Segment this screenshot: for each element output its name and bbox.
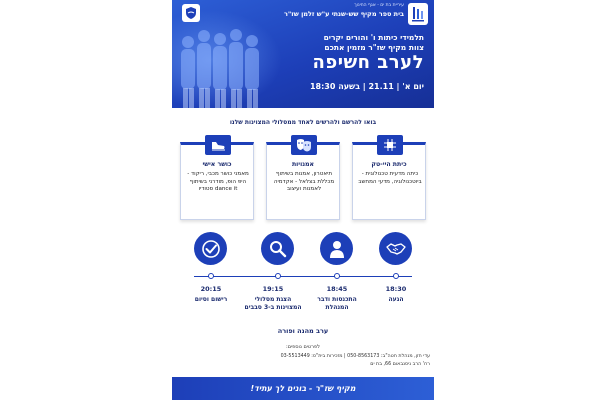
students-group-illustration	[174, 20, 266, 108]
event-title: לערב חשיפה	[312, 52, 424, 73]
details-heading: לפרטים נוספים:	[286, 344, 320, 350]
sneaker-icon	[205, 135, 231, 155]
invite-line-1: תלמידי כיתות ו' והורים יקרים	[323, 33, 424, 42]
track-card-arts	[266, 142, 340, 220]
poster	[172, 0, 434, 400]
municipality-name: עיריית בת ים - אגף החינוך	[354, 3, 404, 8]
step-label: רישום וסיום	[194, 296, 228, 303]
check-circle-icon	[194, 232, 227, 265]
timeline-dot	[208, 273, 214, 279]
step-label: התכנסות ודבר המנהלת	[317, 296, 357, 311]
speaker-person-icon	[320, 232, 353, 265]
closing-wish: ערב מהנה ופורה	[277, 327, 329, 335]
header-banner	[172, 0, 434, 108]
track-description: מאמני כושר מכבי, ריקוד - היפ הופ, מודרני בשיתוף dance it סטודיו	[187, 171, 249, 193]
event-date-time: יום א' | 21.11 | בשעה 18:30	[309, 82, 424, 91]
timeline-dot	[334, 273, 340, 279]
footer-banner	[172, 377, 434, 400]
schedule-step-gathering	[306, 285, 368, 312]
track-card-fitness	[180, 142, 254, 220]
track-card-hitech	[352, 142, 426, 220]
step-label: הצגת מסלולי המצוינות ב-3 סבבים	[244, 296, 302, 311]
city-emblem-icon	[182, 4, 200, 22]
intro-text: בואו להרשם ולהרשים לאחד ממסלולי המצוינות שלנו	[229, 119, 377, 126]
track-title: כיתת היי-טק	[371, 161, 407, 168]
track-description: תיאטרון, אמנות בשיתוף מכללת בצלאל - אקדמיה לאמנות ועיצוב	[273, 171, 335, 193]
timeline-dot	[393, 273, 399, 279]
contact-address: רח' הרב ניסנבאום 66, בת ים	[370, 362, 430, 367]
step-time: 18:30	[385, 285, 407, 293]
school-logo-icon	[408, 3, 428, 25]
school-name: בית ספר מקיף שש-שנתי ע"ש זלמן שז"ר	[283, 10, 404, 18]
theater-masks-icon	[291, 135, 317, 155]
footer-slogan: מקיף שז"ר - בונים לך עתיד!	[250, 384, 356, 393]
step-label: הגעה	[388, 296, 404, 303]
schedule-step-arrival	[365, 285, 427, 304]
step-time: 19:15	[262, 285, 284, 293]
step-time: 20:15	[200, 285, 222, 293]
schedule-icons	[172, 232, 434, 272]
chip-icon	[377, 135, 403, 155]
track-title: אמנויות	[291, 161, 315, 168]
timeline-dot	[275, 273, 281, 279]
timeline-line	[194, 276, 412, 277]
handshake-icon	[379, 232, 412, 265]
magnifier-icon	[261, 232, 294, 265]
schedule-step-tracks	[242, 285, 304, 312]
invite-line-2: צוות מקיף שז"ר מזמין אתכם	[324, 43, 424, 52]
contact-phones: עדי חזן, מנהלת חטה"ב: 050-8563173 | מזכירות בית"ס: 03-5513449	[280, 354, 430, 359]
track-title: כושר אישי	[202, 161, 232, 168]
track-description: כיתה מדעית טכנולוגית - ביוטכנולוגיה, מדעי המחשב	[358, 171, 422, 185]
step-time: 18:45	[326, 285, 348, 293]
schedule-step-registration	[180, 285, 242, 304]
